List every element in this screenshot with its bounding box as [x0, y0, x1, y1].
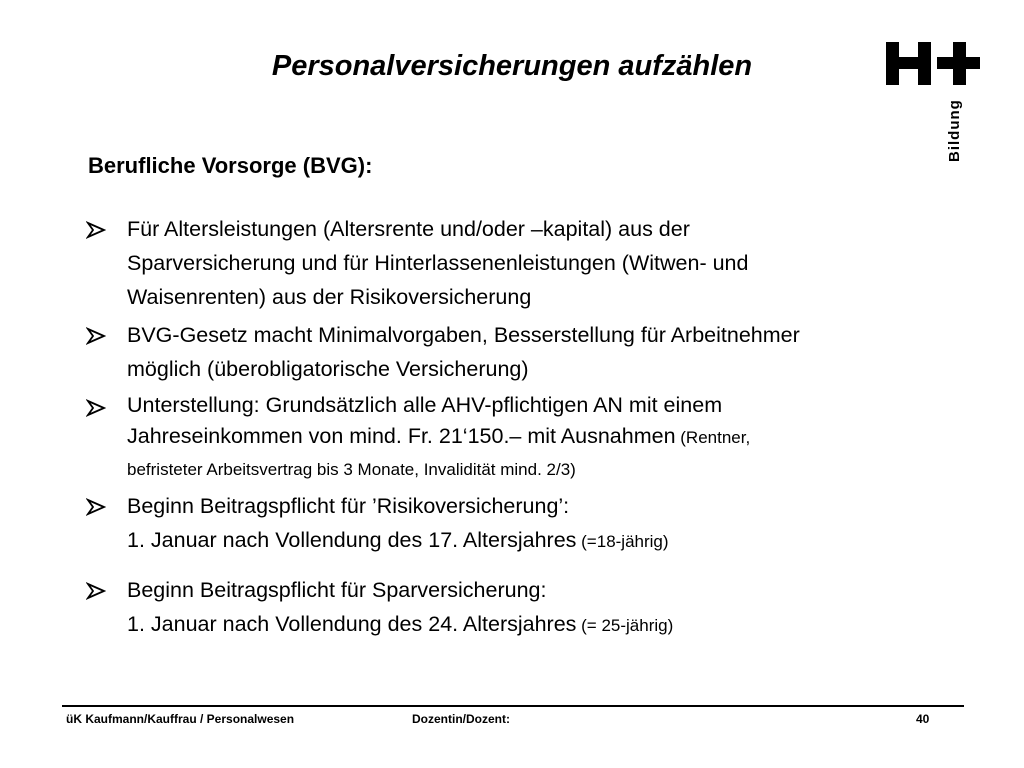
bullet-line: Für Altersleistungen (Altersrente und/oder –kapital) aus der — [127, 217, 690, 241]
logo-bildung-text: Bildung — [946, 99, 963, 162]
bullet-note: (=18-jährig) — [576, 532, 669, 551]
bullet-line: Beginn Beitragspflicht für Sparversicherung: — [127, 578, 547, 602]
section-heading: Berufliche Vorsorge (BVG): — [88, 153, 373, 178]
h-plus-bildung-logo — [882, 38, 980, 168]
bullet-line: Sparversicherung und für Hinterlassenenleistungen (Witwen- und — [127, 251, 749, 275]
arrow-bullet-icon — [86, 582, 106, 600]
bullet-item-unterstellung — [84, 390, 964, 485]
bullet-line: Unterstellung: Grundsätzlich alle AHV-pflichtigen AN mit einem — [127, 393, 723, 417]
bullet-line: Waisenrenten) aus der Risikoversicherung — [127, 285, 532, 309]
bullet-note: befristeter Arbeitsvertrag bis 3 Monate, Invalidität mind. 2/3) — [127, 460, 576, 479]
footer-lecturer: Dozentin/Dozent: — [412, 712, 510, 726]
bullet-line: Jahreseinkommen von mind. Fr. 21‘150.– mit Ausnahmen — [127, 424, 676, 448]
footer-course: üK Kaufmann/Kauffrau / Personalwesen — [66, 712, 295, 726]
bullet-line: 1. Januar nach Vollendung des 17. Altersjahres — [127, 528, 577, 552]
bullet-line: Beginn Beitragspflicht für ’Risikoversicherung’: — [127, 494, 570, 518]
bullet-item-beginn-risiko — [84, 489, 964, 559]
footer-divider — [62, 705, 964, 707]
bullet-item-beginn-spar — [84, 573, 964, 643]
bullet-note: (= 25-jährig) — [576, 616, 674, 635]
bullet-line: BVG-Gesetz macht Minimalvorgaben, Besserstellung für Arbeitnehmer — [127, 323, 800, 347]
bullet-line: 1. Januar nach Vollendung des 24. Altersjahres — [127, 612, 577, 636]
bullet-line: möglich (überobligatorische Versicherung) — [127, 357, 529, 381]
bullet-list — [84, 212, 964, 647]
bullet-item-bvg-gesetz — [84, 318, 964, 386]
slide-title: Personalversicherungen aufzählen — [271, 50, 753, 82]
arrow-bullet-icon — [86, 498, 106, 516]
bullet-note: (Rentner, — [675, 428, 751, 447]
arrow-bullet-icon — [86, 221, 106, 239]
bullet-item-altersleistungen — [84, 212, 964, 314]
arrow-bullet-icon — [86, 327, 106, 345]
arrow-bullet-icon — [86, 399, 106, 417]
page-number: 40 — [916, 712, 930, 726]
